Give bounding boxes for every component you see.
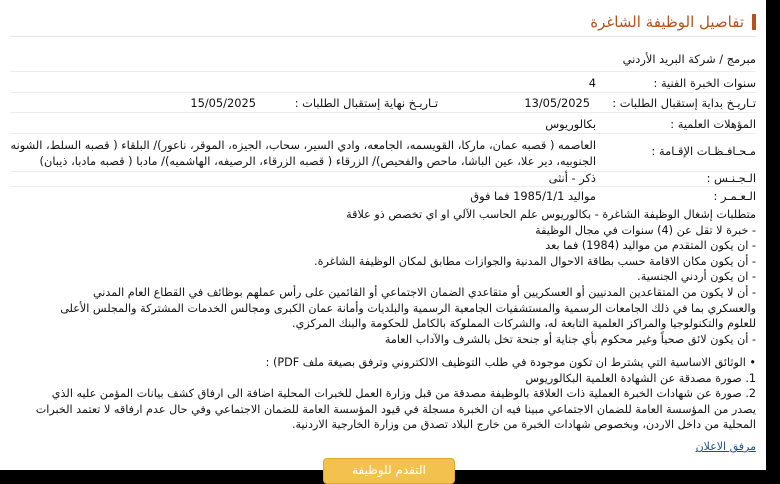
requirement-line: - خبرة لا تقل عن (4) سنوات في مجال الوظيفة	[535, 223, 756, 237]
section-header	[10, 10, 756, 37]
documents-line: المحلية من داخل الاردن، وبخصوص شهادات الخبرة من خارج البلاد تصدق من وزارة الخارجية الاردنية.	[291, 418, 756, 432]
divider	[10, 71, 756, 72]
requirement-line: متطلبات إشغال الوظيفة الشاغرة - بكالوريوس علم الحاسب الآلي او اي تخصص ذو علاقة	[346, 208, 756, 221]
job-title: مبرمج / شركة البريد الأردني	[622, 52, 756, 66]
apply-button[interactable]: التقدم للوظيفة	[323, 458, 455, 484]
requirements-list	[14, 207, 756, 347]
end-date-value: 15/05/2025	[190, 96, 256, 110]
qualification-label: المؤهلات العلمية :	[670, 117, 756, 131]
gender-value: ذكر - أنثى	[548, 171, 596, 185]
residence-line-1: العاصمه ( قصبه عمان، ماركا، القويسمه، الجامعه، وادي السير، سحاب، الجيزه، الموقر، ناعور)/ البلقاء ( قصبه السلط، الشونه	[10, 138, 596, 152]
divider	[10, 92, 756, 93]
documents-line: • الوثائق الاساسية التي يشترط ان تكون موجودة في طلب التوظيف الالكتروني وترفق بصيغة ملف PDF) :	[265, 356, 756, 369]
experience-label: سنوات الخبرة الفنية :	[653, 76, 756, 90]
residence-row	[10, 137, 756, 171]
requirement-line: - أن لا يكون من المتقاعدين المدنيين أو العسكريين أو متقاعدي الضمان الاجتماعي أو القائمين على رأس عملهم بوظائف في القطاع العام المدني	[92, 285, 756, 299]
documents-line: يصدر من المؤسسة العامة للضمان الاجتماعي مبينا فيه ان الخبرة مسجلة في قيود المؤسسة العامة للضمان الاجتماعي وفي حال عدم ارفاقه لا تعتمد الخبرات	[35, 402, 756, 416]
qualification-value: بكالوريوس	[545, 117, 596, 131]
divider	[10, 133, 756, 134]
requirement-line: - ان يكون أردني الجنسية.	[637, 270, 756, 284]
documents-line: 2. صورة عن شهادات الخبرة العملية ذات العلاقة بالوظيفة مصدقة من قبل وزارة العمل للخبرات المحلية اضافة الى ارفاق كشف بيانات المؤمن عليه الذي	[51, 387, 756, 401]
requirement-line: - أن يكون لائق صحياً وغير محكوم بأي جناية أو جنحة تخل بالشرف والآداب العامة	[384, 332, 756, 346]
start-date-value: 13/05/2025	[524, 96, 590, 110]
gender-label: الـجـنـس :	[706, 171, 756, 185]
age-value: مواليد 1985/1/1 فما فوق	[470, 189, 596, 203]
page-title: تفاصيل الوظيفة الشاغرة	[590, 13, 744, 31]
divider	[10, 112, 756, 113]
end-date-label: تـاريـخ نهاية إستقبال الطلبات :	[294, 96, 438, 110]
residence-label: مـحـافـظـات الإقـامة :	[651, 144, 756, 158]
start-date-label: تـاريـخ بداية إستقبال الطلبات :	[612, 96, 756, 110]
header-accent-bar	[752, 14, 756, 30]
attachment-link[interactable]: مرفق الاعلان	[695, 440, 756, 453]
residence-line-2: الجنوبيه، دير علا، عين الباشا، ماحص والفحيص)/ الزرقاء ( قصبه الزرقاء، الرصيفه، الهاشميه)/ مادبا ( قصبه مادبا، ذيبان)	[39, 154, 596, 168]
documents-line: 1. صورة مصدقة عن الشهادة العلمية البكالوريوس	[525, 371, 756, 385]
requirement-line: - أن يكون مكان الاقامة حسب بطاقة الاحوال المدنية والجوازات مطابق لمكان الوظيفة الشاغرة.	[314, 254, 756, 268]
requirement-line: والعسكري بما في ذلك الجامعات الرسمية والمستشفيات الجامعية الرسمية والبلديات وأمانة عمان الكبرى ومجالس الخدمات المشتركة والمجلس الأعلى	[60, 301, 756, 315]
age-label: الـعـمـر :	[713, 189, 756, 203]
divider	[10, 186, 756, 187]
documents-list	[14, 355, 756, 433]
requirement-line: - ان يكون المتقدم من مواليد (1984) فما بعد	[545, 239, 756, 253]
requirement-line: للعلوم والتكنولوجيا والمراكز العلمية التابعة له، والشركات المملوكة بالكامل للحكومة والبنك المركزي.	[292, 317, 756, 331]
experience-value: 4	[588, 76, 596, 90]
